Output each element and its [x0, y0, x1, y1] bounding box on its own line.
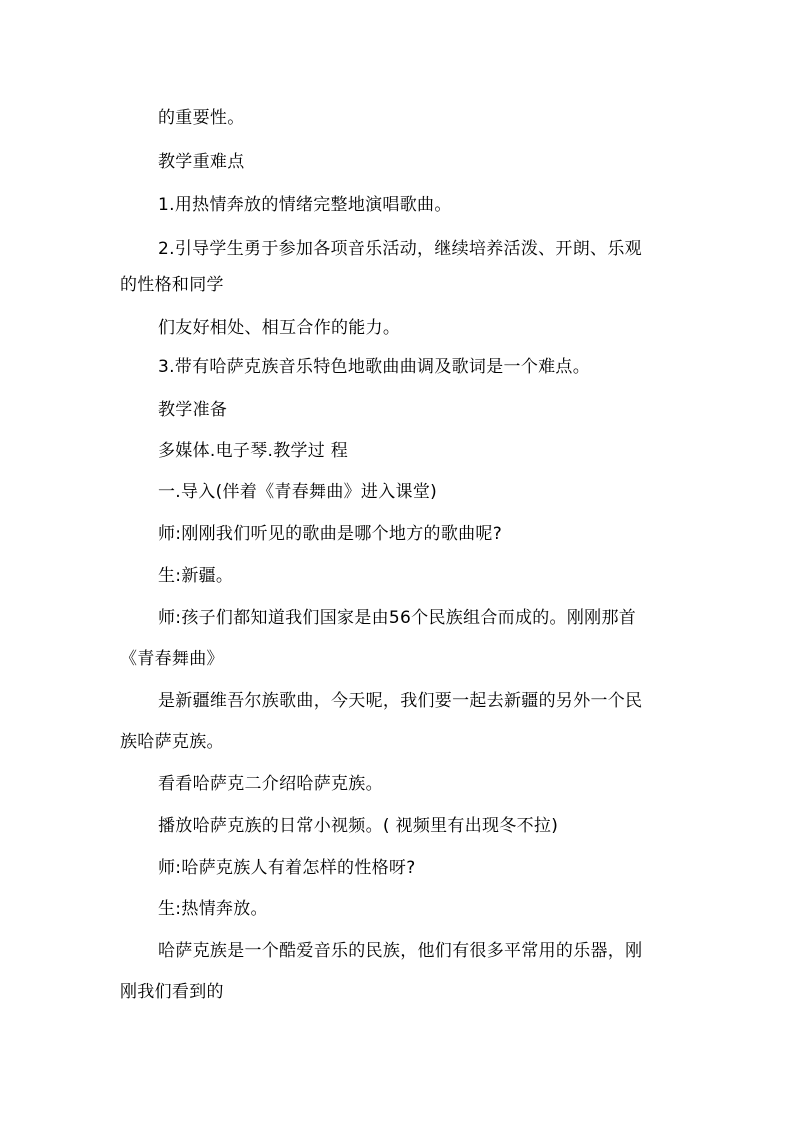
text-line: 生:热情奔放。	[158, 899, 268, 919]
text-line: 师:刚刚我们听见的歌曲是哪个地方的歌曲呢?	[158, 524, 503, 544]
text-line: 播放哈萨克族的日常小视频。( 视频里有出现冬不拉)	[158, 816, 559, 836]
text-line: 师:孩子们都知道我们国家是由56个民族组合而成的。刚刚那首	[158, 608, 637, 628]
text-line: 多媒体.电子琴.教学过 程	[158, 441, 349, 461]
text-line: 看看哈萨克二介绍哈萨克族。	[158, 774, 383, 794]
text-line: 生:新疆。	[158, 566, 234, 586]
text-line: 是新疆维吾尔族歌曲，今天呢，我们要一起去新疆的另外一个民	[158, 691, 643, 711]
text-line: 1.用热情奔放的情绪完整地演唱歌曲。	[158, 195, 452, 215]
text-line: 们友好相处、相互合作的能力。	[158, 318, 401, 338]
section-heading: 教学准备	[158, 400, 228, 420]
text-line: 师:哈萨克族人有着怎样的性格呀?	[158, 858, 416, 878]
text-line: 2.引导学生勇于参加各项音乐活动，继续培养活泼、开朗、乐观	[158, 239, 642, 259]
text-line: 《青春舞曲》	[120, 649, 224, 669]
text-line: 刚我们看到的	[120, 982, 224, 1002]
text-line: 一.导入(伴着《青春舞曲》进入课堂)	[158, 482, 438, 502]
text-line: 的性格和同学	[120, 275, 224, 295]
text-line: 3.带有哈萨克族音乐特色地歌曲曲调及歌词是一个难点。	[158, 357, 591, 377]
section-heading: 教学重难点	[158, 152, 245, 172]
text-line: 的重要性。	[158, 108, 245, 128]
text-line: 哈萨克族是一个酷爱音乐的民族，他们有很多平常用的乐器，刚	[158, 941, 643, 961]
text-line: 族哈萨克族。	[120, 732, 224, 752]
